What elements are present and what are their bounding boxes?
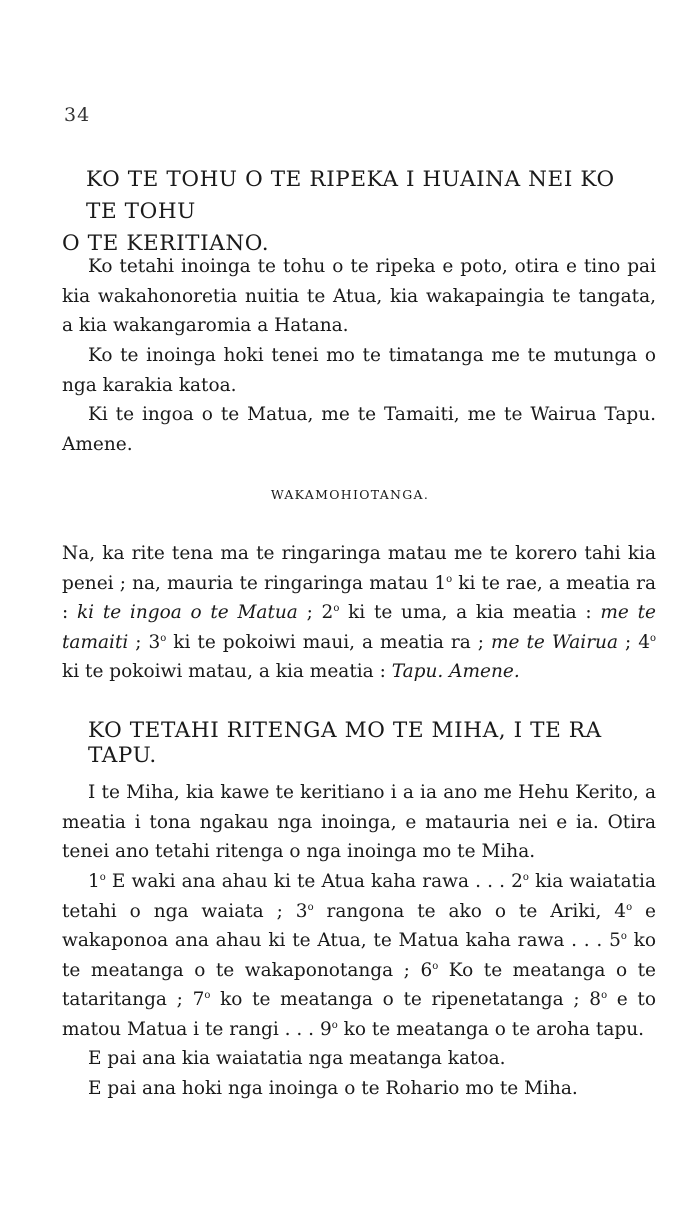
italic-phrase-son: me te tamaiti: [62, 602, 656, 653]
page-number: 34: [64, 104, 91, 126]
paragraph-instructions: Na, ka rite tena ma te ringaringa matau me te korero tahi kia penei ; na, mauria te ringaringa matau 1$^o$ ki te rae, a meatia ra : ki te ingoa o te Matua ; 2$^o$ ki te uma, a kia meatia : me te tamaiti ; 3$^o$ ki te pokoiwi maui, a meatia ra ; me te Wairua ; 4$^o$ ki te pokoiwi matau, a kia meatia : Tapu. Amene.: [62, 543, 656, 683]
section-title-line-1: KO TE TOHU O TE RIPEKA I HUAINA NEI KO TE TOHU: [86, 167, 615, 224]
italic-phrase-father: ki te ingoa o te Matua: [76, 602, 298, 624]
section-title-line-2: O TE KERITIANO.: [62, 231, 270, 256]
paragraph-formula: Ki te ingoa o te Matua, me te Tamaiti, me te Wairua Tapu. Amene.: [62, 404, 656, 455]
paragraph-mass-steps: 1$^o$ E waki ana ahau ki te Atua kaha rawa . . . 2$^o$ kia waiatatia tetahi o nga waiata ; 3$^o$ rangona te ako o te Ariki, 4$^o$ e wakaponoa ana ahau ki te Atua, te Matua kaha rawa . . . 5$^o$ ko te meatanga o te wakaponotanga ; 6$^o$ Ko te meatanga o te tataritanga ; 7$^o$ ko te meatanga o te ripenetatanga ; 8$^o$ e to matou Matua i te rangi . . . 9$^o$ ko te meatanga o te aroha tapu.: [62, 871, 656, 1040]
paragraph-prayer-use: Ko te inoinga hoki tenei mo te timatanga me te mutunga o nga karakia katoa.: [62, 345, 656, 396]
paragraph-mass-intro: I te Miha, kia kawe te keritiano i a ia ano me Hehu Kerito, a meatia i tona ngakau nga inoinga, e matauria nei e ia. Otira tenei ano tetahi ritenga o nga inoinga mo te Miha.: [62, 782, 656, 863]
italic-phrase-holy-amen: Tapu. Amene.: [391, 661, 520, 683]
paragraph-intro: Ko tetahi inoinga te tohu o te ripeka e poto, otira e tino pai kia wakahonoretia nuitia te Atua, kia wakapaingia te tangata, a kia wakangaromia a Hatana.: [62, 256, 656, 337]
paragraph-rosary: E pai ana hoki nga inoinga o te Rohario mo te Miha.: [88, 1078, 578, 1099]
section-title-sign-of-cross: [62, 164, 652, 260]
italic-phrase-spirit: me te Wairua: [491, 631, 618, 653]
section-title-mass: KO TETAHI RITENGA MO TE MIHA, I TE RA TAPU.: [88, 718, 602, 768]
paragraph-singing: E pai ana kia waiatatia nga meatanga katoa.: [88, 1048, 506, 1069]
subheading-explanation: WAKAMOHIOTANGA.: [270, 487, 430, 502]
